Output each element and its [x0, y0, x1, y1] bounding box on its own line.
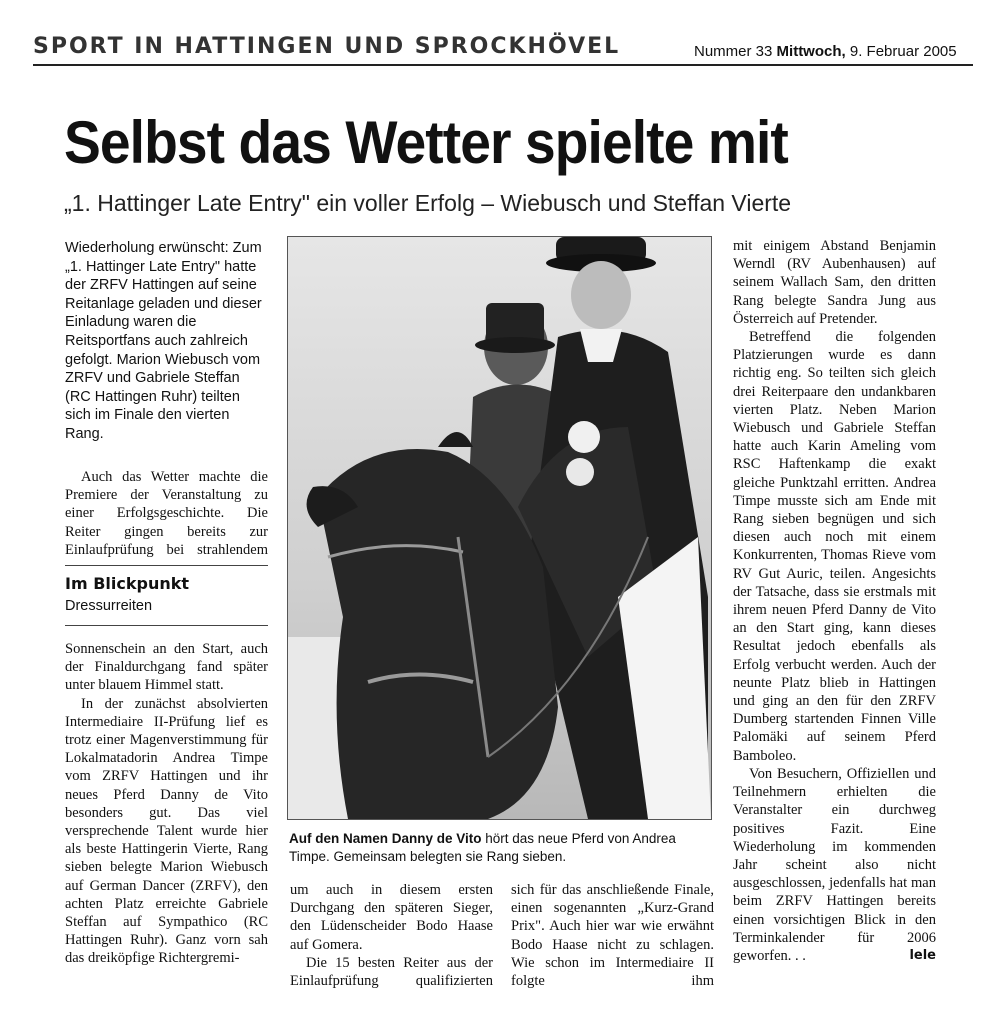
- issue-info: [694, 43, 957, 60]
- subheadline: „1. Hattinger Late Entry" ein voller Erfolg – Wiebusch und Steffan Vierte: [64, 190, 792, 216]
- col2-paragraph-2: Die 15 besten Reiter aus der Einlaufprüfung qualifizierten: [290, 954, 493, 990]
- column-3: [511, 881, 714, 990]
- box-rule-bottom: [65, 625, 268, 626]
- col1-paragraph-3: Sonnenschein an den Start, auch der Finaldurchgang fand später unter blauem Himmel statt.: [65, 641, 268, 694]
- column-4: [733, 237, 936, 965]
- col2-paragraph-1: um auch in diesem ersten Durchgang den späteren Sieger, den Lüdenscheider Bodo Haase auf Gomera.: [290, 882, 493, 953]
- box-rule-top: [65, 565, 268, 566]
- issue-number: Nummer 33: [694, 43, 773, 60]
- caption-bold: Auf den Namen Danny de Vito: [289, 831, 482, 846]
- photo-rider-horse: [287, 236, 712, 820]
- col4-paragraph-1: mit einigem Abstand Benjamin Werndl (RV Aubenhausen) auf seinem Wallach Sam, den dritten Rang belegte Sandra Jung aus Österreich auf Pretender.: [733, 238, 936, 327]
- lead-paragraph: [65, 239, 268, 444]
- lead-text: Wiederholung erwünscht: Zum „1. Hattinger Late Entry" hatte der ZRFV Hattingen auf seine Reitanlage geladen und dieser Einladung waren die Reitsportfans auch zahlreich gefolgt. Marion Wiebusch vom ZRFV und Gabriele Steffan (RC Hattingen Ruhr) teilten sich im Finale den vierten Rang.: [65, 240, 262, 442]
- column-1-upper: [65, 468, 268, 559]
- photo-illustration: [288, 237, 711, 819]
- col1-paragraph-2: Auch das Wetter machte die Premiere der Veranstaltung zu einer Erfolgsgeschichte. Die Reiter gingen bereits zur Einlaufprüfung bei strahlendem: [65, 469, 268, 558]
- column-1-lower: [65, 640, 268, 968]
- headline: Selbst das Wetter spielte mit: [64, 109, 788, 176]
- col4-paragraph-3-text: Von Besuchern, Offiziellen und Teilnehmern erhielten die Veranstalter ein durchweg positives Fazit. Eine Wiederholung im kommenden Jahr scheint also nicht ausgeschlossen, jedenfalls hat man beim ZRFV Hattingen bereits einen vorsichtigen Blick in den Terminkalender für 2006 geworfen. . .: [733, 765, 936, 964]
- caption-text: hört das neue Pferd von Andrea Timpe. Gemeinsam belegten sie Rang sieben.: [289, 831, 676, 864]
- issue-weekday: Mittwoch,: [776, 43, 846, 60]
- col4-paragraph-3: [733, 765, 936, 965]
- issue-date: 9. Februar 2005: [849, 43, 957, 60]
- column-2: [290, 881, 493, 990]
- col1-paragraph-4: In der zunächst absolvierten Intermediaire II-Prüfung lief es trotz einer Magenverstimmung für Lokalmatadorin Andrea Timpe vom ZRFV Hattingen und ihr neues Pferd Danny de Vito besonders gut. Das viel versprechende Talent wurde hier als beste Hattingerin Vierte, Rang sieben belegte Marion Wiebusch auf German Dancer (ZRFV), den achten Platz erreichte Gabriele Steffan auf Sympathico (RC Hattingen Ruhr). Ganz vorn sah das dreiköpfige Richtergremi-: [65, 695, 268, 967]
- col4-paragraph-2: Betreffend die folgenden Platzierungen wurde es dann richtig eng. So teilten sich gleich drei Reiterpaare den undankbaren vierten Platz. Neben Marion Wiebusch und Gabriele Steffan hatte auch Karin Ameling vom RSC Haftenkamp die exakt gleiche Punktzahl erritten. Andrea Timpe musste sich am Ende mit Rang sieben begnügen und sich diesen auch noch mit einem Konkurrenten, Thomas Rieve vom RV Gut Auric, teilen. Angesichts der Tatsache, dass sie erstmals mit ihrem neuen Pferd Danny de Vito an den Start ging, kann dieses Resultat jedoch ebenfalls als Erfolg verbucht werden. Auch der neunte Platz blieb in Hattingen und ging an den für den ZRFV Dumberg startenden Finnen Ville Palomäki auf seinem Pferd Bamboleo.: [733, 329, 936, 764]
- photo-caption: [289, 830, 714, 866]
- box-subtitle: Dressurreiten: [65, 598, 153, 614]
- author-signature: lele: [909, 947, 936, 963]
- box-title: Im Blickpunkt: [65, 574, 190, 593]
- col3-paragraph-1: sich für das anschließende Finale, einen sogenannten „Kurz-Grand Prix". Auch hier war wie erwähnt Bodo Haase nicht zu schlagen. Wie schon im Intermediaire II folgte ihm: [511, 882, 714, 990]
- section-header: SPORT IN HATTINGEN UND SPROCKHÖVEL: [33, 34, 621, 59]
- header-rule: [33, 64, 973, 66]
